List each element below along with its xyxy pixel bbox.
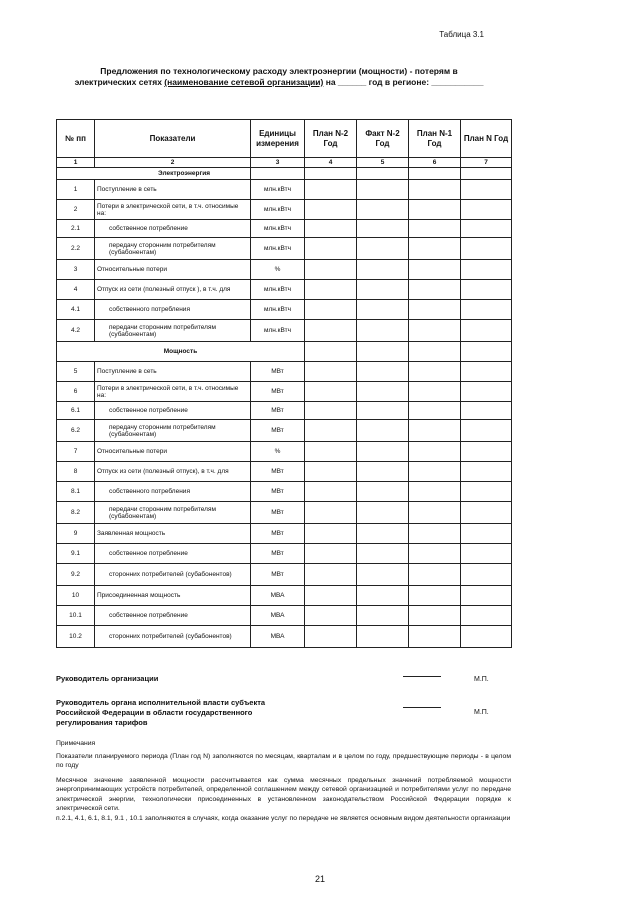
value-cell: [305, 606, 357, 626]
value-cell: [357, 220, 409, 238]
table-row: [57, 200, 512, 220]
row-indicator: собственное потребление: [95, 606, 251, 626]
value-cell: [461, 220, 512, 238]
row-unit: МВА: [251, 626, 305, 648]
table-row: [57, 362, 512, 382]
section-row: [57, 168, 512, 180]
value-cell: [357, 586, 409, 606]
table-row: [57, 544, 512, 564]
value-cell: [357, 626, 409, 648]
value-cell: [461, 586, 512, 606]
row-unit: МВт: [251, 402, 305, 420]
column-number: 3: [251, 158, 305, 168]
value-cell: [409, 300, 461, 320]
row-number: 6.2: [57, 420, 95, 442]
table-row: [57, 260, 512, 280]
row-indicator: передачи сторонним потребителям (субабонентам): [95, 320, 251, 342]
value-cell: [461, 564, 512, 586]
signature-line: [403, 707, 441, 708]
value-cell: [357, 382, 409, 402]
value-cell: [305, 626, 357, 648]
header-cell: План N-1 Год: [409, 120, 461, 158]
value-cell: [357, 200, 409, 220]
page-number: 21: [314, 874, 325, 884]
value-cell: [305, 280, 357, 300]
value-cell: [305, 238, 357, 260]
value-cell: [461, 320, 512, 342]
value-cell: [357, 606, 409, 626]
table-row: [57, 300, 512, 320]
value-cell: [461, 300, 512, 320]
value-cell: [409, 502, 461, 524]
table-row: [57, 320, 512, 342]
column-number: 5: [357, 158, 409, 168]
row-number: 5: [57, 362, 95, 382]
header-row: [57, 120, 512, 158]
table-row: [57, 382, 512, 402]
column-numbers-row: [57, 158, 512, 168]
header-cell: Единицы измерения: [251, 120, 305, 158]
value-cell: [357, 238, 409, 260]
value-cell: [461, 362, 512, 382]
value-cell: [461, 442, 512, 462]
value-cell: [409, 462, 461, 482]
value-cell: [409, 260, 461, 280]
value-cell: [409, 220, 461, 238]
notes-section: [56, 739, 511, 828]
value-cell: [409, 238, 461, 260]
value-cell: [409, 482, 461, 502]
value-cell: [357, 564, 409, 586]
value-cell: [461, 382, 512, 402]
value-cell: [357, 462, 409, 482]
row-indicator: Отпуск из сети (полезный отпуск ), в т.ч. для: [95, 280, 251, 300]
row-number: 8.1: [57, 482, 95, 502]
row-number: 9: [57, 524, 95, 544]
value-cell: [409, 382, 461, 402]
value-cell: [461, 606, 512, 626]
notes-heading: Примечания: [56, 740, 96, 747]
value-cell: [305, 220, 357, 238]
title-line-2: электрических сетях (наименование сетевой организации) на ______ год в регионе: ___________: [74, 77, 484, 87]
value-cell: [357, 524, 409, 544]
row-unit: млн.кВтч: [251, 180, 305, 200]
title-line-1: Предложения по технологическому расходу электроэнергии (мощности) - потерям в: [100, 66, 458, 76]
value-cell: [461, 260, 512, 280]
value-cell: [305, 402, 357, 420]
value-cell: [357, 180, 409, 200]
value-cell: [461, 238, 512, 260]
value-cell: [357, 320, 409, 342]
row-number: 2.2: [57, 238, 95, 260]
row-indicator: Относительные потери: [95, 442, 251, 462]
row-number: 1: [57, 180, 95, 200]
value-cell: [357, 482, 409, 502]
table-row: [57, 402, 512, 420]
value-cell: [305, 200, 357, 220]
value-cell: [409, 402, 461, 420]
table-row: [57, 442, 512, 462]
value-cell: [305, 586, 357, 606]
section-row: [57, 342, 512, 362]
row-number: 4.2: [57, 320, 95, 342]
row-indicator: Относительные потери: [95, 260, 251, 280]
row-number: 7: [57, 442, 95, 462]
row-number: 10: [57, 586, 95, 606]
column-number: 6: [409, 158, 461, 168]
row-indicator: собственное потребление: [95, 544, 251, 564]
value-cell: [305, 180, 357, 200]
value-cell: [409, 200, 461, 220]
note-paragraph: Показатели планируемого периода (План год N) заполняются по месяцам, кварталам и в целом по году, предшествующие периоды - в целом по году: [56, 752, 511, 769]
signature-line: [403, 676, 441, 677]
header-cell: Факт N-2 Год: [357, 120, 409, 158]
value-cell: [461, 200, 512, 220]
value-cell: [409, 626, 461, 648]
row-indicator: сторонних потребителей (субабонентов): [95, 564, 251, 586]
value-cell: [461, 544, 512, 564]
header-cell: № пп: [57, 120, 95, 158]
row-indicator: Поступление в сеть: [95, 362, 251, 382]
row-unit: МВА: [251, 586, 305, 606]
org-name-placeholder: (наименование сетевой организации): [164, 77, 324, 87]
value-cell: [305, 524, 357, 544]
table-row: [57, 280, 512, 300]
table-row: [57, 564, 512, 586]
row-number: 2: [57, 200, 95, 220]
row-number: 9.1: [57, 544, 95, 564]
stamp-label: М.П.: [474, 676, 489, 683]
signature-head-gov: Руководитель органа исполнительной власти субъекта Российской Федерации в области государственного регулирования тарифов: [56, 698, 266, 727]
value-cell: [461, 420, 512, 442]
row-number: 4: [57, 280, 95, 300]
row-number: 10.1: [57, 606, 95, 626]
value-cell: [357, 442, 409, 462]
row-unit: МВт: [251, 462, 305, 482]
value-cell: [461, 462, 512, 482]
row-indicator: собственного потребления: [95, 482, 251, 502]
value-cell: [409, 280, 461, 300]
value-cell: [409, 442, 461, 462]
row-indicator: Отпуск из сети (полезный отпуск), в т.ч. для: [95, 462, 251, 482]
document-title: [50, 66, 508, 88]
value-cell: [357, 544, 409, 564]
value-cell: [409, 320, 461, 342]
row-number: 3: [57, 260, 95, 280]
signature-head-org: Руководитель организации: [56, 674, 159, 683]
value-cell: [357, 260, 409, 280]
row-unit: %: [251, 260, 305, 280]
column-number: 7: [461, 158, 512, 168]
row-indicator: Присоединенная мощность: [95, 586, 251, 606]
section-title: Электроэнергия: [57, 168, 251, 180]
value-cell: [357, 280, 409, 300]
value-cell: [461, 524, 512, 544]
value-cell: [305, 382, 357, 402]
row-number: 8.2: [57, 502, 95, 524]
value-cell: [305, 462, 357, 482]
value-cell: [305, 362, 357, 382]
row-number: 2.1: [57, 220, 95, 238]
value-cell: [305, 442, 357, 462]
row-unit: %: [251, 442, 305, 462]
table-row: [57, 626, 512, 648]
row-unit: млн.кВтч: [251, 220, 305, 238]
value-cell: [305, 300, 357, 320]
row-indicator: собственное потребление: [95, 220, 251, 238]
value-cell: [409, 564, 461, 586]
row-indicator: собственного потребления: [95, 300, 251, 320]
value-cell: [409, 586, 461, 606]
table-row: [57, 180, 512, 200]
value-cell: [357, 300, 409, 320]
stamp-label: М.П.: [474, 709, 489, 716]
value-cell: [461, 402, 512, 420]
header-cell: Показатели: [95, 120, 251, 158]
table-row: [57, 220, 512, 238]
row-unit: МВт: [251, 564, 305, 586]
row-indicator: собственное потребление: [95, 402, 251, 420]
row-indicator: передачу сторонним потребителям (субабонентам): [95, 238, 251, 260]
row-indicator: сторонних потребителей (субабонентов): [95, 626, 251, 648]
row-unit: млн.кВтч: [251, 320, 305, 342]
table-row: [57, 524, 512, 544]
table-row: [57, 238, 512, 260]
row-number: 4.1: [57, 300, 95, 320]
value-cell: [357, 362, 409, 382]
row-unit: МВт: [251, 382, 305, 402]
table-row: [57, 462, 512, 482]
row-number: 9.2: [57, 564, 95, 586]
row-unit: МВт: [251, 482, 305, 502]
row-unit: МВт: [251, 420, 305, 442]
value-cell: [305, 564, 357, 586]
row-indicator: передачи сторонним потребителям (субабонентам): [95, 502, 251, 524]
value-cell: [461, 180, 512, 200]
row-indicator: Заявленная мощность: [95, 524, 251, 544]
value-cell: [305, 260, 357, 280]
row-number: 8: [57, 462, 95, 482]
row-unit: МВт: [251, 502, 305, 524]
row-indicator: Потери в электрической сети, в т.ч. относимые на:: [95, 200, 251, 220]
row-number: 10.2: [57, 626, 95, 648]
value-cell: [305, 544, 357, 564]
row-number: 6.1: [57, 402, 95, 420]
value-cell: [409, 180, 461, 200]
value-cell: [357, 402, 409, 420]
table-row: [57, 502, 512, 524]
row-indicator: Поступление в сеть: [95, 180, 251, 200]
value-cell: [461, 626, 512, 648]
column-number: 4: [305, 158, 357, 168]
section-title: Мощность: [57, 342, 305, 362]
note-paragraph: п.2.1, 4.1, 6.1, 8.1, 9.1 , 10.1 заполняются в случаях, когда оказание услуг по передаче не является основным видом деятельности организации: [56, 814, 511, 822]
row-unit: МВА: [251, 606, 305, 626]
value-cell: [305, 502, 357, 524]
value-cell: [357, 502, 409, 524]
header-cell: План N-2 Год: [305, 120, 357, 158]
table-row: [57, 482, 512, 502]
table-body: [57, 168, 512, 648]
table-label: Таблица 3.1: [439, 30, 484, 39]
row-unit: млн.кВтч: [251, 200, 305, 220]
value-cell: [461, 482, 512, 502]
table-row: [57, 606, 512, 626]
row-indicator: Потери в электрической сети, в т.ч. относимые на:: [95, 382, 251, 402]
row-unit: млн.кВтч: [251, 300, 305, 320]
note-paragraph: Месячное значение заявленной мощности рассчитывается как сумма месячных предельных значений потребляемой мощности энергопринимающих устройств потребителей, определенной соглашением между сетевой организацией и потребителями услуг по передаче электрической энергии, технологически присоединенных в установленном законодательством Российской Федерации порядке к электрической сети.: [56, 776, 511, 812]
value-cell: [305, 320, 357, 342]
column-number: 2: [95, 158, 251, 168]
value-cell: [409, 544, 461, 564]
value-cell: [305, 482, 357, 502]
row-unit: млн.кВтч: [251, 238, 305, 260]
row-unit: МВт: [251, 362, 305, 382]
row-unit: МВт: [251, 544, 305, 564]
column-number: 1: [57, 158, 95, 168]
value-cell: [461, 280, 512, 300]
value-cell: [409, 420, 461, 442]
value-cell: [409, 524, 461, 544]
table-row: [57, 586, 512, 606]
value-cell: [305, 420, 357, 442]
table-row: [57, 420, 512, 442]
row-indicator: передачу сторонним потребителям (субабонентам): [95, 420, 251, 442]
value-cell: [409, 606, 461, 626]
header-cell: План N Год: [461, 120, 512, 158]
row-unit: млн.кВтч: [251, 280, 305, 300]
row-number: 6: [57, 382, 95, 402]
value-cell: [409, 362, 461, 382]
value-cell: [461, 502, 512, 524]
losses-table: [56, 119, 512, 648]
value-cell: [357, 420, 409, 442]
row-unit: МВт: [251, 524, 305, 544]
